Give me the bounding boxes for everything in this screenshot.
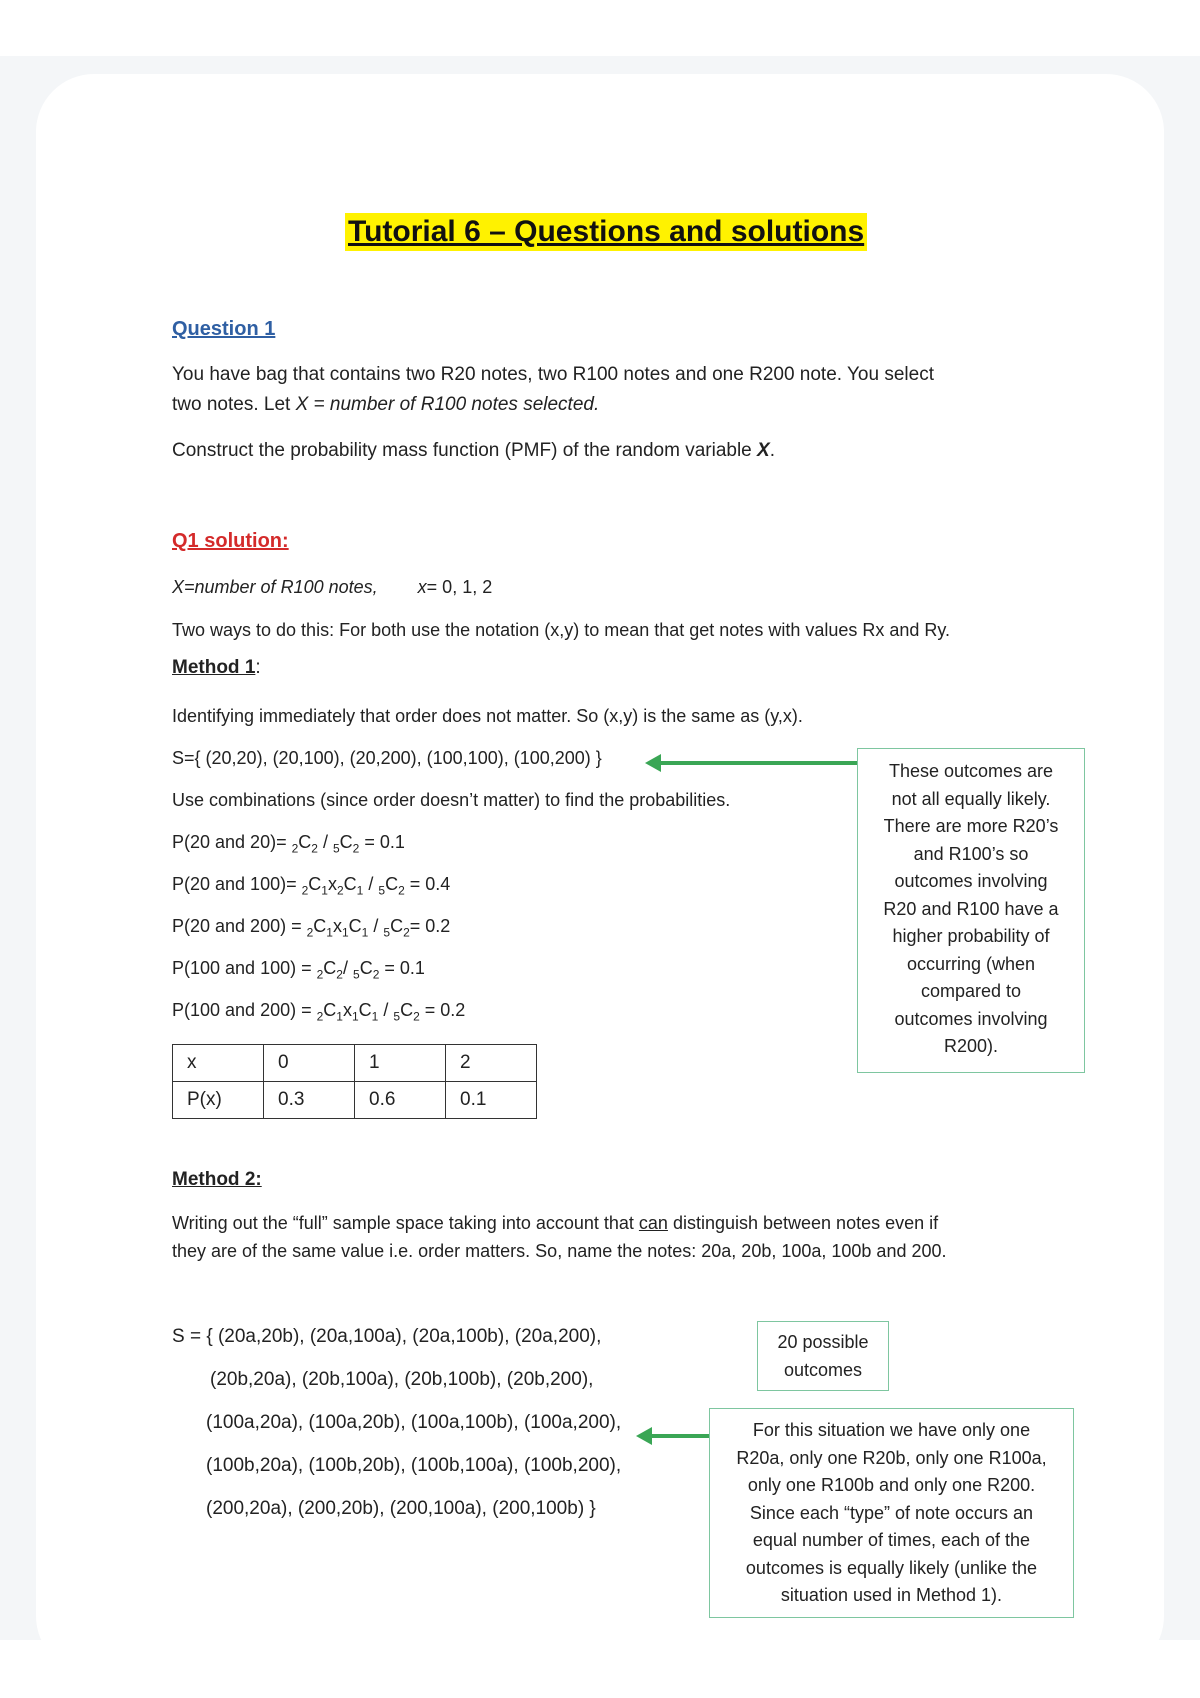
full-sample-space-line: (100a,20a), (100a,20b), (100a,100b), (100a,200), xyxy=(206,1412,622,1433)
comb-c: C xyxy=(343,874,357,894)
question-text-line2 xyxy=(172,390,599,420)
note-line: 20 possible xyxy=(777,1332,869,1352)
question-text-line1: You have bag that contains two R20 notes, two R100 notes and one R200 note. You select xyxy=(172,364,934,385)
arrow-icon xyxy=(650,1434,710,1438)
method2-line1-emph: can xyxy=(638,1213,668,1233)
sub-n: 2 xyxy=(301,883,309,898)
note-line: R200). xyxy=(943,1036,999,1056)
sub-k: 2 xyxy=(311,841,318,856)
prob-value: = 0.2 xyxy=(409,916,451,936)
divide: / xyxy=(342,958,353,978)
sub-n: 5 xyxy=(378,883,386,898)
note-line: not all equally likely. xyxy=(891,788,1051,809)
question-instruction xyxy=(172,436,775,466)
pmf-cell: x xyxy=(173,1045,264,1082)
order-line: Identifying immediately that order does not matter. So (x,y) is the same as (y,x). xyxy=(172,706,803,726)
x-values-var: x xyxy=(417,577,427,597)
arrow-icon xyxy=(659,761,857,765)
prob-20-20 xyxy=(172,827,405,864)
pmf-table xyxy=(172,1044,537,1119)
sub-n: 2 xyxy=(316,967,324,982)
prob-20-100 xyxy=(172,869,450,906)
method1-colon: : xyxy=(255,657,261,678)
prob-value: = 0.2 xyxy=(419,1000,466,1020)
instruction-var: X xyxy=(757,440,770,461)
times: x xyxy=(332,916,342,936)
prob-value: = 0.4 xyxy=(404,874,451,894)
sub-k: 2 xyxy=(352,841,360,856)
instruction-pre: Construct the probability mass function (PMF) of the random variable xyxy=(172,440,758,461)
note-line: outcomes is equally likely (unlike the xyxy=(745,1557,1038,1578)
sub-k: 1 xyxy=(336,1009,343,1024)
divide: / xyxy=(363,874,379,894)
sub-k: 2 xyxy=(398,883,405,898)
method1-note-box xyxy=(857,748,1085,1073)
times: x xyxy=(342,1000,352,1020)
method1-heading xyxy=(172,657,261,679)
divide: / xyxy=(317,832,333,852)
prob-100-100 xyxy=(172,953,425,990)
sub-k: 2 xyxy=(372,967,380,982)
x-definition-text: X=number of R100 notes, xyxy=(172,577,378,597)
method2-note-box xyxy=(709,1408,1074,1618)
sub-k: 2 xyxy=(403,925,410,940)
instruction-post: . xyxy=(769,440,775,461)
note-line: occurring (when xyxy=(906,953,1036,974)
sub-n: 2 xyxy=(336,883,344,898)
note-line: R20a, only one R20b, only one R100a, xyxy=(736,1447,1047,1468)
pmf-cell: 0.6 xyxy=(355,1082,446,1119)
sub-k: 1 xyxy=(361,925,369,940)
sample-space-method1: S={ (20,20), (20,100), (20,200), (100,100), (100,200) } xyxy=(172,748,602,768)
comb-c: C xyxy=(359,958,373,978)
sub-k: 2 xyxy=(413,1009,420,1024)
note-line: Since each “type” of note occurs an xyxy=(749,1502,1034,1523)
note-line: equal number of times, each of the xyxy=(752,1530,1031,1550)
comb-c: C xyxy=(385,874,399,894)
method2-line1 xyxy=(172,1208,938,1238)
pmf-cell: 0.3 xyxy=(264,1082,355,1119)
sub-n: 5 xyxy=(353,967,360,982)
note-line: outcomes xyxy=(783,1360,863,1380)
method2-line2: they are of the same value i.e. order matters. So, name the notes: 20a, 20b, 100a, 100b and 200. xyxy=(172,1241,947,1261)
page-title: Tutorial 6 – Questions and solutions xyxy=(345,213,867,251)
sub-n: 5 xyxy=(393,1009,401,1024)
note-line: outcomes involving xyxy=(894,871,1048,891)
count-note-box xyxy=(757,1321,889,1391)
solution-heading: Q1 solution: xyxy=(172,530,289,552)
comb-c: C xyxy=(400,1000,414,1020)
two-ways-text: Two ways to do this: For both use the notation (x,y) to mean that get notes with values Rx and Ry. xyxy=(172,620,951,640)
pmf-value-row xyxy=(173,1082,537,1119)
comb-c: C xyxy=(308,874,322,894)
x-definition xyxy=(172,572,492,602)
method2-line1-pre: Writing out the “full” sample space taking into account that xyxy=(172,1213,639,1233)
sub-n: 1 xyxy=(351,1009,359,1024)
sub-n: 5 xyxy=(383,925,391,940)
prob-value: = 0.1 xyxy=(359,832,405,852)
sub-n: 2 xyxy=(316,1009,324,1024)
x-values: = 0, 1, 2 xyxy=(426,577,493,597)
comb-c: C xyxy=(390,916,404,936)
question-heading: Question 1 xyxy=(172,318,276,340)
question-text-line2-pre: two notes. Let xyxy=(172,394,296,415)
prob-value: = 0.1 xyxy=(379,958,425,978)
pmf-cell: P(x) xyxy=(173,1082,264,1119)
sub-n: 2 xyxy=(306,925,314,940)
note-line: There are more R20’s xyxy=(883,816,1059,836)
note-line: These outcomes are xyxy=(888,761,1054,781)
comb-c: C xyxy=(313,916,327,936)
sub-k: 2 xyxy=(336,967,343,982)
sub-n: 2 xyxy=(291,841,299,856)
comb-c: C xyxy=(339,832,353,852)
full-sample-space-line: (20b,20a), (20b,100a), (20b,100b), (20b,200), xyxy=(210,1369,594,1390)
prob-100-100-label: P(100 and 100) = xyxy=(172,958,317,978)
note-line: situation used in Method 1). xyxy=(780,1585,1003,1605)
prob-20-200 xyxy=(172,911,450,948)
prob-20-20-label: P(20 and 20)= xyxy=(172,832,292,852)
divide: / xyxy=(378,1000,394,1020)
method2-line1-post: distinguish between notes even if xyxy=(667,1213,939,1233)
pmf-cell: 1 xyxy=(355,1045,446,1082)
pmf-cell: 0 xyxy=(264,1045,355,1082)
prob-20-100-label: P(20 and 100)= xyxy=(172,874,302,894)
top-bar xyxy=(0,0,1200,56)
method2-heading: Method 2: xyxy=(172,1169,262,1190)
method1-heading-text: Method 1 xyxy=(172,657,256,678)
sub-k: 1 xyxy=(326,925,333,940)
note-line: higher probability of xyxy=(892,926,1050,946)
sub-n: 1 xyxy=(341,925,349,940)
note-line: compared to xyxy=(920,981,1022,1001)
combinations-line: Use combinations (since order doesn’t matter) to find the probabilities. xyxy=(172,790,731,810)
comb-c: C xyxy=(323,958,337,978)
question-variable-def: X = number of R100 notes selected. xyxy=(295,394,600,415)
comb-c: C xyxy=(358,1000,372,1020)
times: x xyxy=(327,874,337,894)
bottom-bar xyxy=(0,1640,1200,1698)
sub-k: 1 xyxy=(371,1009,379,1024)
full-sample-space-line: (100b,20a), (100b,20b), (100b,100a), (100b,200), xyxy=(206,1455,622,1476)
note-line: For this situation we have only one xyxy=(752,1420,1031,1440)
prob-100-200 xyxy=(172,995,465,1032)
prob-20-200-label: P(20 and 200) = xyxy=(172,916,307,936)
full-sample-space-line: (200,20a), (200,20b), (200,100a), (200,100b) } xyxy=(206,1498,596,1519)
pmf-cell: 0.1 xyxy=(446,1082,537,1119)
comb-c: C xyxy=(348,916,362,936)
prob-100-200-label: P(100 and 200) = xyxy=(172,1000,317,1020)
note-line: outcomes involving xyxy=(894,1008,1048,1029)
note-line: only one R100b and only one R200. xyxy=(747,1475,1036,1495)
comb-c: C xyxy=(298,832,312,852)
pmf-cell: 2 xyxy=(446,1045,537,1082)
comb-c: C xyxy=(323,1000,337,1020)
note-line: R20 and R100 have a xyxy=(883,898,1059,919)
sub-n: 5 xyxy=(332,841,340,856)
pmf-header-row xyxy=(173,1045,537,1082)
sub-k: 1 xyxy=(321,883,328,898)
full-sample-space-line: S = { (20a,20b), (20a,100a), (20a,100b), (20a,200), xyxy=(172,1326,602,1347)
sub-k: 1 xyxy=(356,883,364,898)
divide: / xyxy=(368,916,384,936)
note-line: and R100’s so xyxy=(913,843,1029,864)
